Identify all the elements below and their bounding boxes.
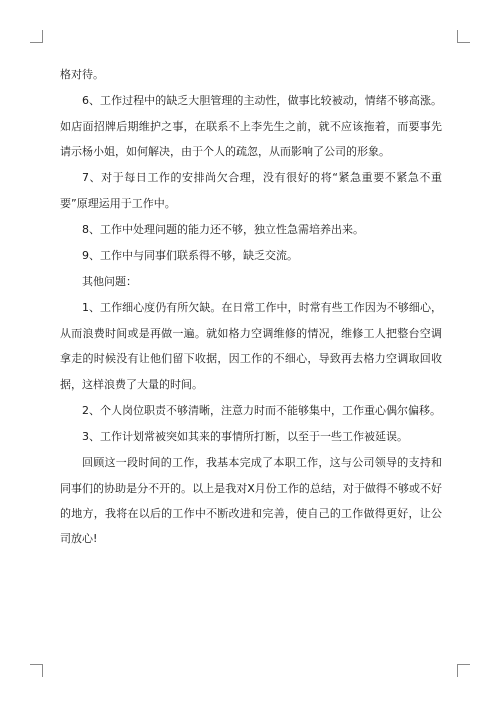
- page-corner-mark-bottom-left: [30, 664, 43, 677]
- paragraph-item-8: 8、工作中处理问题的能力还不够，独立性急需培养出来。: [82, 222, 364, 236]
- paragraph-other-3: 3、工作计划常被突如其来的事情所打断，以至于一些工作被延误。: [82, 430, 408, 444]
- paragraph-item-7: 7、对于每日工作的安排尚欠合理，没有很好的将“紧急重要不紧急不重要”原理运用于工作中。: [60, 171, 442, 210]
- page-corner-mark-bottom-right: [457, 664, 470, 677]
- section-heading-other-issues: 其他问题：: [82, 275, 137, 289]
- paragraph-other-2: 2、个人岗位职责不够清晰，注意力时而不能够集中，工作重心偶尔偏移。: [82, 403, 441, 417]
- paragraph-other-1: 1、工作细心度仍有所欠缺。在日常工作中，时常有些工作因为不够细心，从而浪费时间或是再做一遍。就如格力空调维修的情况，维修工人把整台空调拿走的时候没有让他们留下收据，因工作的不细心，导致再去格力空调取回收据，这样浪费了大量的时间。: [60, 301, 442, 391]
- paragraph-item-9: 9、工作中与同事们联系得不够，缺乏交流。: [82, 249, 298, 263]
- paragraph-conclusion: 回顾这一段时间的工作，我基本完成了本职工作，这与公司领导的支持和同事们的协助是分不开的。以上是我对X月份工作的总结，对于做得不够或不好的地方，我将在以后的工作中不断改进和完善，使自己的工作做得更好，让公司放心!: [60, 456, 442, 546]
- paragraph-continuation: 格对待。: [60, 68, 104, 81]
- paragraph-item-6: 6、工作过程中的缺乏大胆管理的主动性，做事比较被动，情绪不够高涨。如店面招牌后期维护之事，在联系不上李先生之前，就不应该拖着，而要事先请示杨小姐，如何解决，由于个人的疏忽，从而影响了公司的形象。: [60, 94, 442, 159]
- page-corner-mark-top-right: [457, 30, 470, 43]
- page-corner-mark-top-left: [30, 30, 43, 43]
- document-body: [60, 62, 442, 553]
